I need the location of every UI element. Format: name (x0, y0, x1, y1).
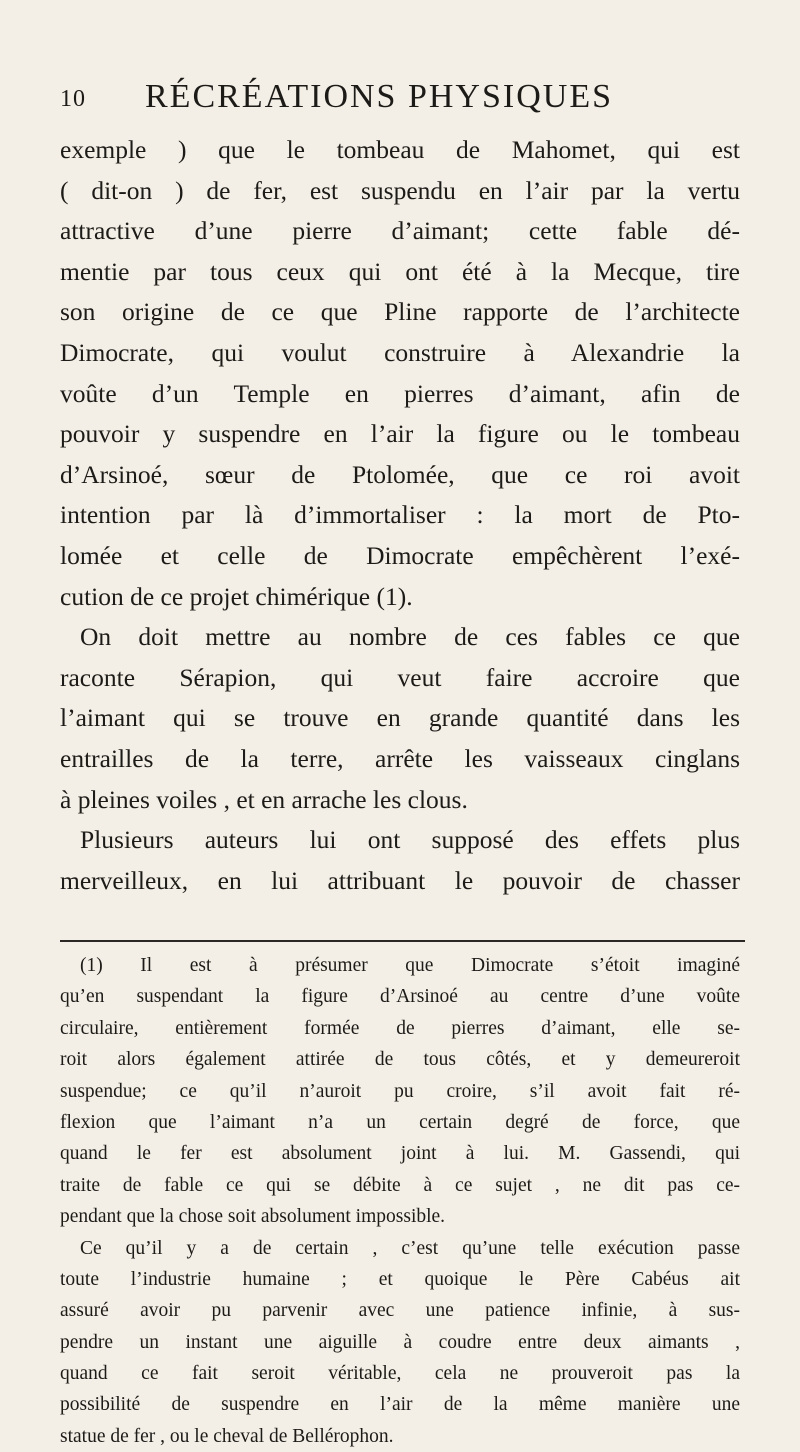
text-line: intention par là d’immortaliser : la mort de Pto- (60, 500, 740, 530)
text-line: merveilleux, en lui attribuant le pouvoir de chasser (60, 865, 740, 895)
footnote-line: quand ce fait seroit véritable, cela ne prouveroit pas la (60, 1363, 740, 1385)
text-line: On doit mettre au nombre de ces fables ce que (80, 622, 740, 652)
text-line: Dimocrate, qui voulut construire à Alexandrie la (60, 337, 740, 367)
text-line: à pleines voiles , et en arrache les clous. (60, 784, 468, 814)
footnote-line: circulaire, entièrement formée de pierres d’aimant, elle se- (60, 1017, 740, 1039)
text-line: cution de ce projet chimérique (1). (60, 581, 413, 611)
page-number: 10 (60, 86, 86, 112)
footnote-line: statue de fer , ou le cheval de Bellérophon. (60, 1425, 394, 1447)
footnote-line: Ce qu’il y a de certain , c’est qu’une telle exécution passe (80, 1237, 740, 1259)
footnote-line: quand le fer est absolument joint à lui. M. Gassendi, qui (60, 1143, 740, 1165)
text-line: mentie par tous ceux qui ont été à la Mecque, tire (60, 256, 740, 286)
footnote-line: toute l’industrie humaine ; et quoique le Père Cabéus ait (60, 1268, 740, 1290)
footnote-line: assuré avoir pu parvenir avec une patience infinie, à sus- (60, 1300, 740, 1322)
footnote-line: pendre un instant une aiguille à coudre entre deux aimants , (60, 1331, 740, 1353)
footnote-line: suspendue; ce qu’il n’auroit pu croire, s’il avoit fait ré- (60, 1080, 740, 1102)
footnote (60, 950, 740, 1452)
text-line: Plusieurs auteurs lui ont supposé des effets plus (80, 825, 740, 855)
text-line: voûte d’un Temple en pierres d’aimant, afin de (60, 378, 740, 408)
text-line: entrailles de la terre, arrête les vaisseaux cinglans (60, 743, 740, 773)
text-line: attractive d’une pierre d’aimant; cette fable dé- (60, 216, 740, 246)
text-line: son origine de ce que Pline rapporte de l’architecte (60, 297, 740, 327)
footnote-line: possibilité de suspendre en l’air de la même manière une (60, 1394, 740, 1416)
text-line: raconte Sérapion, qui veut faire accroire que (60, 662, 740, 692)
footnote-separator (60, 940, 745, 942)
footnote-line: roit alors également attirée de tous côtés, et y demeureroit (60, 1049, 740, 1071)
footnote-line: (1) Il est à présumer que Dimocrate s’étoit imaginé (80, 955, 740, 976)
running-head: RÉCRÉATIONS PHYSIQUES (145, 78, 613, 115)
footnote-line: qu’en suspendant la figure d’Arsinoé au centre d’une voûte (60, 986, 740, 1008)
page-header (60, 78, 760, 122)
footnote-line: flexion que l’aimant n’a un certain degré de force, que (60, 1111, 740, 1133)
text-line: pouvoir y suspendre en l’air la figure ou le tombeau (60, 419, 740, 449)
text-line: d’Arsinoé, sœur de Ptolomée, que ce roi avoit (60, 459, 740, 489)
text-line: lomée et celle de Dimocrate empêchèrent l’exé- (60, 540, 740, 570)
main-text (60, 130, 740, 901)
footnote-line: traite de fable ce qui se débite à ce sujet , ne dit pas ce- (60, 1174, 740, 1196)
footnote-line: pendant que la chose soit absolument impossible. (60, 1206, 446, 1228)
text-line: ( dit-on ) de fer, est suspendu en l’air par la vertu (60, 175, 740, 205)
text-line: exemple ) que le tombeau de Mahomet, qui est (60, 135, 740, 164)
text-line: l’aimant qui se trouve en grande quantité dans les (60, 703, 740, 733)
